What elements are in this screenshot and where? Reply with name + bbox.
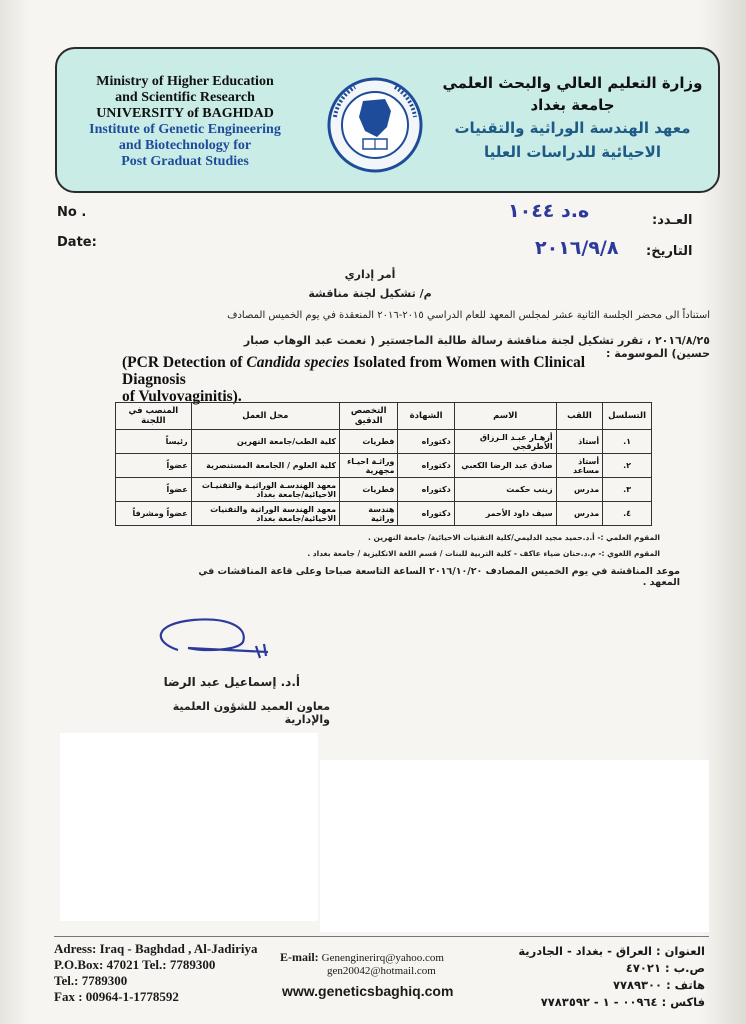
order-subject: م/ تشكيل لجنة مناقشة [308,287,432,300]
institute-arabic-line1: معهد الهندسة الوراثية والتقنيات [454,119,691,137]
order-heading: أمر إداري [344,268,396,281]
university-name: UNIVERSITY of BAGHDAD [96,106,274,121]
ministry-line2: and Scientific Research [115,90,255,105]
table-row: ٣. مدرس زينب حكمت دكتوراه فطريات معهد الهندسـة الوراثيـة والتقنيـات الاحيائية/جامعة بغداد عضواً [116,478,652,502]
header-sequence: التسلسل [603,403,652,430]
footer-arabic-contact [505,943,705,1011]
table-row: ٤. مدرس سيف داود الأحمر دكتوراه هندسة وراثية معهد الهندسة الوراثية والتقنيات الاحيائية/جامعة بغداد عضواً ومشرفاً [116,502,652,526]
table-row: ١. أستاذ أزهـار عبـد الـرزاق الأطرقجي دكتوراه فطريات كلية الطب/جامعة النهرين رئيساً [116,430,652,454]
date-value: ٢٠١٦/٩/٨ [535,237,619,259]
order-line1: استناداً الى محضر الجلسة الثانية عشر لمجلس المعهد للعام الدراسي ٢٠١٥-٢٠١٦ المنعقدة في يوم الخميس المصادف [227,310,710,321]
institute-seal-icon [325,77,425,173]
scientific-reviewer: المقوم العلمي :- أ.د.حميد مجيد الدليمي/كلية التقنيات الاحيائية/ جامعة النهرين . [368,533,660,542]
redacted-area-left [60,733,318,921]
institute-arabic-line2: الاحيائية للدراسات العليا [484,143,661,161]
footer-english-contact [54,941,257,1005]
letterhead-arabic [440,72,705,164]
footer-fax-arabic: فاكس : ٠٠٩٦٤ - ١ - ٧٧٨٣٥٩٢ [540,995,705,1009]
footer-fax: Fax : 00964-1-1778592 [54,989,179,1004]
footer-pobox-arabic: ص.ب : ٤٧٠٢١ [625,961,705,975]
table-row: ٢. أستاذ مساعد صادق عبد الرضا الكعبي دكتوراه وراثـة احيـاء مجهرية كلية العلوم / الجامعة المستنصرية عضواً [116,454,652,478]
committee-table [115,402,652,526]
date-label: Date: [57,235,97,250]
signature-scribble [148,612,288,662]
footer-address-arabic: العنوان : العراق - بغداد - الجادرية [518,944,705,958]
email-primary: Genenginerirq@yahoo.com [321,952,444,964]
number-label: No . [57,205,87,220]
institute-line3: Post Graduat Studies [121,154,249,169]
order-line2: ٢٠١٦/٨/٢٥ ، تقرر تشكيل لجنة مناقشة رسالة طالبة الماجستير ( نعمت عبد الوهاب صبار حسين) الموسومة : [243,334,710,360]
institute-line1: Institute of Genetic Engineering [89,122,281,137]
email-label: E-mail: [280,950,319,964]
footer-address: Adress: Iraq - Baghdad , Al-Jadiriya [54,941,258,956]
footer-pobox: P.O.Box: 47021 Tel.: 7789300 [54,957,216,972]
signatory-position: معاون العميد للشؤون العلمية والإدارية [172,700,330,726]
header-degree: الشهادة [398,403,454,430]
ministry-arabic: وزارة التعليم العالي والبحث العلمي [442,74,703,92]
redacted-area-right [320,760,709,932]
date-label-arabic: التاريخ: [646,244,693,259]
header-workplace: محل العمل [191,403,339,430]
ministry-line1: Ministry of Higher Education [96,74,274,89]
footer-divider [54,936,709,937]
header-name: الاسم [454,403,556,430]
website-link[interactable]: www.geneticsbaghiq.com [282,983,454,999]
header-title: اللقب [556,403,602,430]
thesis-title: (PCR Detection of Candida species Isolated from Women with Clinical Diagnosis of Vulvovaginitis). [122,354,586,405]
linguistic-reviewer: المقوم اللغوي :- م.د.حنان ضياء عاكف - كلية التربية للبنات / قسم اللغة الانكليزية / جامعة بغداد . [307,549,660,558]
number-label-arabic: العـدد: [652,213,693,228]
institute-line2: and Biotechnology for [118,138,252,153]
letterhead-english [70,74,300,170]
footer-email-block [280,950,453,999]
number-value: ه.د ١٠٤٤ [508,200,590,222]
university-arabic: جامعة بغداد [530,96,615,114]
appointment-note: موعد المناقشة في يوم الخميس المصادف ٢٠١٦/١٠/٢٠ الساعة التاسعة صباحا وعلى قاعة المناقشات في المعهد . [198,566,680,588]
footer-tel: Tel.: 7789300 [54,973,128,988]
header-role: المنصب في اللجنة [116,403,192,430]
header-specialty: التخصص الدقيق [340,403,398,430]
table-header-row [116,403,652,430]
footer-tel-arabic: هاتف : ٧٧٨٩٣٠٠ [612,978,705,992]
email-secondary: gen20042@hotmail.com [327,965,436,977]
signatory-name: أ.د. إسماعيل عبد الرضا [163,675,300,689]
